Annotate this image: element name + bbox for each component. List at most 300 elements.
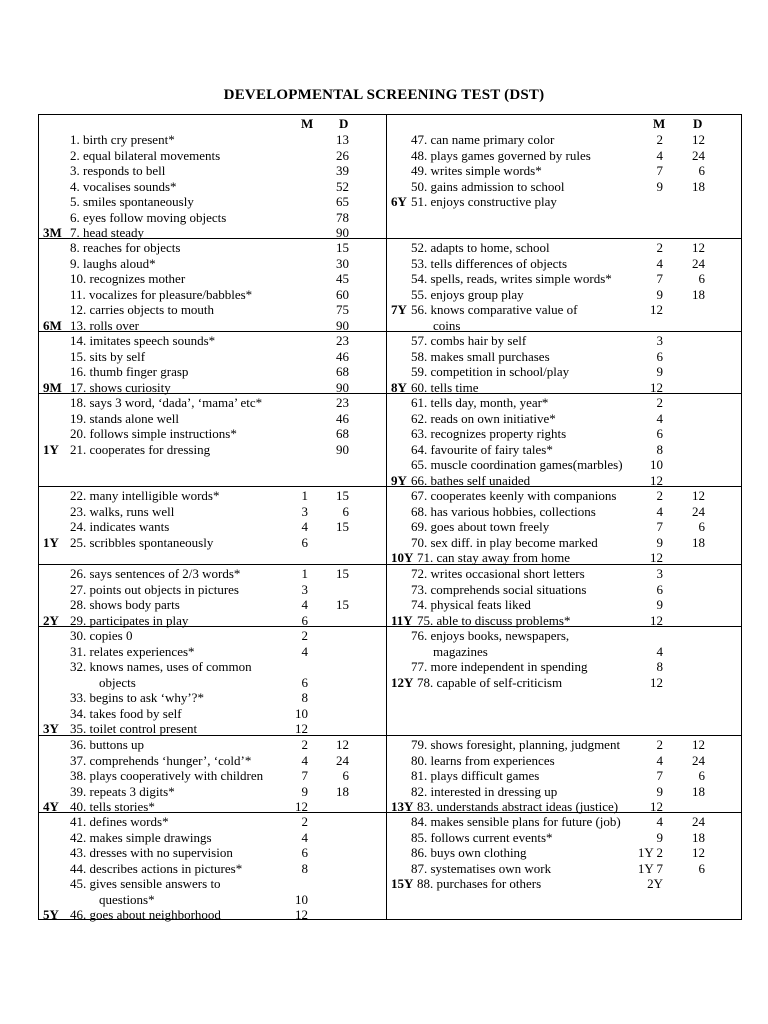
item-row bbox=[39, 876, 386, 892]
item-text: coins bbox=[433, 317, 461, 333]
item-text: 54. spells, reads, writes simple words* bbox=[411, 271, 612, 286]
item-text: 13. rolls over bbox=[70, 317, 139, 333]
item-text: 76. enjoys books, newspapers, bbox=[411, 628, 570, 643]
d-value: 24 bbox=[336, 752, 349, 768]
item-text: 8. reaches for objects bbox=[70, 240, 181, 255]
d-value: 12 bbox=[692, 132, 705, 147]
d-value: 90 bbox=[336, 317, 349, 333]
d-value: 18 bbox=[692, 178, 705, 194]
item-text: 48. plays games governed by rules bbox=[411, 147, 591, 163]
item-text: 67. cooperates keenly with companions bbox=[411, 488, 617, 503]
item-row bbox=[39, 753, 386, 769]
item-row bbox=[39, 302, 386, 318]
item-text: 53. tells differences of objects bbox=[411, 255, 568, 271]
item-text: 19. stands alone well bbox=[70, 410, 180, 426]
d-value: 90 bbox=[336, 379, 349, 395]
item-row bbox=[387, 737, 741, 753]
item-text: 28. shows body parts bbox=[70, 597, 180, 612]
item-text: 21. cooperates for dressing bbox=[70, 441, 211, 457]
item-row bbox=[39, 271, 386, 287]
d-value: 15 bbox=[336, 240, 349, 255]
item-text: 61. tells day, month, year* bbox=[411, 395, 549, 410]
age-block bbox=[39, 131, 386, 239]
item-text: 83. understands abstract ideas (justice) bbox=[417, 799, 619, 814]
d-value: 15 bbox=[336, 566, 349, 581]
item-text: 33. begins to ask ‘why’?* bbox=[70, 690, 204, 705]
item-text: 31. relates experiences* bbox=[70, 643, 195, 659]
m-value: 4 bbox=[301, 597, 308, 612]
item-text: 65. muscle coordination games(marbles) bbox=[411, 457, 623, 472]
d-value: 12 bbox=[336, 737, 349, 752]
d-value: 15 bbox=[336, 597, 349, 612]
item-text: 38. plays cooperatively with children bbox=[70, 768, 264, 783]
item-row bbox=[387, 442, 741, 458]
m-value: 9 bbox=[656, 286, 663, 302]
d-value: 12 bbox=[692, 488, 705, 503]
m-value: 12 bbox=[650, 612, 663, 628]
m-value: 1 bbox=[301, 488, 308, 503]
item-row bbox=[387, 753, 741, 769]
d-value: 18 bbox=[336, 783, 349, 799]
item-row bbox=[387, 148, 741, 164]
item-text: 56. knows comparative value of bbox=[411, 302, 578, 317]
m-value: 4 bbox=[656, 814, 663, 829]
m-value: 9 bbox=[656, 178, 663, 194]
m-value: 4 bbox=[301, 829, 308, 845]
item-row bbox=[387, 395, 741, 411]
item-text: 81. plays difficult games bbox=[411, 768, 540, 783]
m-value: 4 bbox=[656, 503, 663, 519]
item-row bbox=[39, 488, 386, 504]
item-text: 68. has various hobbies, collections bbox=[411, 503, 596, 519]
item-row bbox=[387, 861, 741, 877]
item-text: 63. recognizes property rights bbox=[411, 426, 567, 441]
d-value: 78 bbox=[336, 209, 349, 225]
age-block bbox=[387, 394, 741, 487]
header-m: M bbox=[301, 116, 314, 131]
d-value: 39 bbox=[336, 163, 349, 178]
item-row bbox=[39, 504, 386, 520]
m-value: 10 bbox=[650, 457, 663, 472]
item-text: 72. writes occasional short letters bbox=[411, 566, 585, 581]
m-value: 2 bbox=[656, 240, 663, 255]
item-text: 50. gains admission to school bbox=[411, 178, 565, 194]
m-value: 4 bbox=[656, 255, 663, 271]
item-text: 74. physical feats liked bbox=[411, 597, 531, 612]
item-row bbox=[39, 194, 386, 210]
item-row bbox=[39, 148, 386, 164]
item-text: 62. reads on own initiative* bbox=[411, 410, 556, 426]
item-text: 17. shows curiosity bbox=[70, 379, 171, 395]
d-value: 18 bbox=[692, 829, 705, 845]
item-text: 27. points out objects in pictures bbox=[70, 581, 239, 597]
item-row bbox=[39, 830, 386, 846]
item-row bbox=[387, 380, 741, 396]
age-block bbox=[387, 736, 741, 813]
age-block bbox=[39, 565, 386, 627]
item-text: magazines bbox=[433, 643, 488, 659]
m-value: 2 bbox=[301, 814, 308, 829]
dst-table bbox=[38, 114, 742, 920]
item-text: 41. defines words* bbox=[70, 814, 169, 829]
m-value: 12 bbox=[650, 550, 663, 565]
age-block bbox=[39, 813, 386, 921]
m-value: 6 bbox=[301, 845, 308, 860]
item-row bbox=[39, 845, 386, 861]
item-row bbox=[39, 721, 386, 737]
m-value: 7 bbox=[301, 768, 308, 783]
item-text: 87. systematises own work bbox=[411, 860, 552, 876]
item-text: 49. writes simple words* bbox=[411, 163, 542, 178]
item-row bbox=[39, 380, 386, 396]
item-text: 57. combs hair by self bbox=[411, 333, 527, 348]
item-row bbox=[387, 721, 741, 737]
m-value: 12 bbox=[650, 472, 663, 488]
item-text: 22. many intelligible words* bbox=[70, 488, 220, 503]
m-value: 9 bbox=[656, 783, 663, 799]
age-label: 2Y bbox=[43, 612, 59, 628]
m-value: 12 bbox=[295, 907, 308, 922]
m-value: 6 bbox=[301, 534, 308, 550]
d-value: 13 bbox=[336, 132, 349, 147]
d-value: 18 bbox=[692, 286, 705, 302]
m-value: 9 bbox=[656, 534, 663, 550]
item-text: 7. head steady bbox=[70, 225, 145, 240]
left-column bbox=[39, 115, 387, 922]
m-value: 6 bbox=[656, 581, 663, 597]
item-row bbox=[387, 690, 741, 706]
item-row bbox=[387, 550, 741, 566]
item-row bbox=[39, 861, 386, 877]
age-block bbox=[39, 394, 386, 487]
item-row bbox=[39, 132, 386, 148]
d-value: 12 bbox=[692, 737, 705, 752]
page-title: DEVELOPMENTAL SCREENING TEST (DST) bbox=[223, 87, 545, 103]
item-text: 44. describes actions in pictures* bbox=[70, 860, 243, 876]
item-row bbox=[39, 566, 386, 582]
m-value: 4 bbox=[656, 643, 663, 659]
item-text: 39. repeats 3 digits* bbox=[70, 783, 175, 799]
m-value: 9 bbox=[656, 364, 663, 379]
m-value: 9 bbox=[656, 597, 663, 612]
d-value: 30 bbox=[336, 255, 349, 271]
item-row bbox=[387, 830, 741, 846]
item-text: questions* bbox=[99, 891, 155, 907]
age-label: 1Y bbox=[43, 441, 59, 457]
item-row bbox=[387, 132, 741, 148]
d-value: 24 bbox=[692, 503, 705, 519]
m-value: 6 bbox=[301, 612, 308, 628]
d-value: 6 bbox=[698, 163, 705, 178]
m-value: 10 bbox=[295, 891, 308, 907]
item-row bbox=[39, 644, 386, 660]
item-row bbox=[39, 597, 386, 613]
item-text: 85. follows current events* bbox=[411, 829, 553, 845]
m-value: 4 bbox=[656, 147, 663, 163]
d-value: 26 bbox=[336, 147, 349, 163]
item-row bbox=[39, 535, 386, 551]
item-text: 3. responds to bell bbox=[70, 163, 166, 178]
m-value: 8 bbox=[656, 441, 663, 457]
m-value: 4 bbox=[656, 752, 663, 768]
item-row bbox=[39, 519, 386, 535]
age-block bbox=[387, 487, 741, 565]
item-row bbox=[39, 768, 386, 784]
age-block bbox=[387, 131, 741, 239]
item-text: 32. knows names, uses of common bbox=[70, 659, 252, 674]
d-value: 18 bbox=[692, 534, 705, 550]
m-value: 2 bbox=[656, 395, 663, 410]
item-text: 45. gives sensible answers to bbox=[70, 876, 221, 891]
age-label: 15Y bbox=[391, 876, 414, 891]
header-d: D bbox=[693, 116, 703, 131]
item-row bbox=[387, 907, 741, 923]
item-text: 26. says sentences of 2/3 words* bbox=[70, 566, 241, 581]
item-row bbox=[387, 613, 741, 629]
item-row bbox=[39, 613, 386, 629]
item-text: 52. adapts to home, school bbox=[411, 240, 550, 255]
d-value: 6 bbox=[698, 768, 705, 783]
d-value: 18 bbox=[692, 783, 705, 799]
item-text: 30. copies 0 bbox=[70, 628, 133, 643]
item-text: 47. can name primary color bbox=[411, 132, 555, 147]
m-value: 8 bbox=[656, 659, 663, 674]
item-text: 78. capable of self-criticism bbox=[417, 674, 563, 690]
item-text: 14. imitates speech sounds* bbox=[70, 333, 216, 348]
item-text: 88. purchases for others bbox=[417, 876, 542, 891]
item-row bbox=[387, 675, 741, 691]
d-value: 15 bbox=[336, 488, 349, 503]
d-value: 90 bbox=[336, 441, 349, 457]
item-text: 20. follows simple instructions* bbox=[70, 426, 237, 441]
age-label: 13Y bbox=[391, 799, 414, 814]
age-block bbox=[387, 239, 741, 332]
item-row bbox=[387, 256, 741, 272]
item-row bbox=[39, 659, 386, 675]
d-value: 23 bbox=[336, 333, 349, 348]
age-block bbox=[39, 627, 386, 736]
m-value: 4 bbox=[301, 752, 308, 768]
item-row bbox=[387, 426, 741, 442]
item-row bbox=[387, 659, 741, 675]
item-row bbox=[39, 163, 386, 179]
item-row bbox=[39, 364, 386, 380]
item-text: 4. vocalises sounds* bbox=[70, 178, 177, 194]
item-row bbox=[39, 814, 386, 830]
item-row bbox=[387, 488, 741, 504]
header-m: M bbox=[653, 116, 666, 131]
item-text: 36. buttons up bbox=[70, 737, 145, 752]
age-block bbox=[39, 239, 386, 332]
item-row bbox=[39, 240, 386, 256]
item-row bbox=[39, 333, 386, 349]
m-value: 4 bbox=[656, 410, 663, 426]
item-text: 64. favourite of fairy tales* bbox=[411, 441, 553, 457]
d-value: 90 bbox=[336, 225, 349, 240]
item-row bbox=[39, 706, 386, 722]
age-block bbox=[39, 487, 386, 565]
age-label: 3Y bbox=[43, 721, 59, 736]
age-block bbox=[387, 332, 741, 394]
m-value: 2 bbox=[301, 628, 308, 643]
item-row bbox=[387, 644, 741, 660]
d-value: 45 bbox=[336, 271, 349, 286]
item-text: 86. buys own clothing bbox=[411, 845, 527, 860]
item-row bbox=[39, 256, 386, 272]
item-row bbox=[39, 318, 386, 334]
item-row bbox=[387, 364, 741, 380]
item-row bbox=[39, 179, 386, 195]
m-value: 8 bbox=[301, 860, 308, 876]
age-label: 6M bbox=[43, 317, 62, 333]
d-value: 6 bbox=[698, 271, 705, 286]
item-row bbox=[387, 194, 741, 210]
item-row bbox=[387, 333, 741, 349]
m-value: 1Y 2 bbox=[637, 845, 663, 860]
item-text: 77. more independent in spending bbox=[411, 659, 588, 674]
item-row bbox=[39, 426, 386, 442]
item-text: 51. enjoys constructive play bbox=[411, 194, 557, 209]
item-text: 2. equal bilateral movements bbox=[70, 147, 221, 163]
item-row bbox=[387, 302, 741, 318]
item-row bbox=[39, 582, 386, 598]
item-row bbox=[387, 411, 741, 427]
item-text: 55. enjoys group play bbox=[411, 286, 524, 302]
item-text: 42. makes simple drawings bbox=[70, 829, 212, 845]
item-row bbox=[39, 395, 386, 411]
d-value: 46 bbox=[336, 348, 349, 364]
m-value: 9 bbox=[656, 829, 663, 845]
item-text: 6. eyes follow moving objects bbox=[70, 209, 227, 225]
item-text: 84. makes sensible plans for future (job) bbox=[411, 814, 621, 829]
item-row bbox=[387, 784, 741, 800]
d-value: 12 bbox=[692, 845, 705, 860]
m-value: 12 bbox=[650, 799, 663, 814]
item-row bbox=[387, 287, 741, 303]
item-text: 24. indicates wants bbox=[70, 519, 170, 534]
item-text: 80. learns from experiences bbox=[411, 752, 555, 768]
item-text: 59. competition in school/play bbox=[411, 364, 570, 379]
m-value: 7 bbox=[656, 768, 663, 783]
age-label: 11Y bbox=[391, 612, 413, 628]
m-value: 6 bbox=[656, 426, 663, 441]
item-row bbox=[39, 737, 386, 753]
m-value: 7 bbox=[656, 519, 663, 534]
item-text: 5. smiles spontaneously bbox=[70, 194, 194, 209]
m-value: 4 bbox=[301, 519, 308, 534]
m-value: 12 bbox=[295, 721, 308, 736]
age-label: 9Y bbox=[391, 472, 407, 488]
item-text: 12. carries objects to mouth bbox=[70, 302, 215, 317]
item-text: 69. goes about town freely bbox=[411, 519, 550, 534]
item-row bbox=[387, 768, 741, 784]
m-value: 3 bbox=[301, 503, 308, 519]
d-value: 23 bbox=[336, 395, 349, 410]
d-value: 6 bbox=[698, 860, 705, 876]
m-value: 6 bbox=[656, 348, 663, 364]
item-row bbox=[387, 845, 741, 861]
d-value: 46 bbox=[336, 410, 349, 426]
item-row bbox=[387, 814, 741, 830]
item-row bbox=[39, 690, 386, 706]
m-value: 3 bbox=[301, 581, 308, 597]
m-value: 10 bbox=[295, 705, 308, 721]
age-label: 5Y bbox=[43, 907, 59, 922]
item-text: objects bbox=[99, 674, 136, 690]
item-text: 11. vocalizes for pleasure/babbles* bbox=[70, 286, 253, 302]
item-text: 73. comprehends social situations bbox=[411, 581, 587, 597]
item-text: 82. interested in dressing up bbox=[411, 783, 558, 799]
d-value: 24 bbox=[692, 814, 705, 829]
age-label: 1Y bbox=[43, 534, 59, 550]
item-row bbox=[387, 582, 741, 598]
m-value: 2Y bbox=[647, 876, 663, 891]
item-row bbox=[387, 349, 741, 365]
item-text: 25. scribbles spontaneously bbox=[70, 534, 214, 550]
item-row bbox=[387, 628, 741, 644]
age-label: 9M bbox=[43, 379, 62, 395]
age-label: 3M bbox=[43, 225, 62, 240]
age-label: 7Y bbox=[391, 302, 407, 317]
item-text: 23. walks, runs well bbox=[70, 503, 175, 519]
item-text: 37. comprehends ‘hunger’, ‘cold’* bbox=[70, 752, 252, 768]
d-value: 6 bbox=[342, 503, 349, 519]
item-text: 15. sits by self bbox=[70, 348, 146, 364]
age-label: 12Y bbox=[391, 674, 414, 690]
item-text: 10. recognizes mother bbox=[70, 271, 186, 286]
item-text: 40. tells stories* bbox=[70, 799, 155, 814]
item-text: 60. tells time bbox=[411, 379, 479, 395]
d-value: 75 bbox=[336, 302, 349, 317]
item-row bbox=[387, 892, 741, 908]
item-row bbox=[387, 271, 741, 287]
age-block bbox=[387, 565, 741, 627]
item-row bbox=[39, 411, 386, 427]
item-row bbox=[387, 566, 741, 582]
d-value: 12 bbox=[692, 240, 705, 255]
item-text: 75. able to discuss problems* bbox=[417, 612, 571, 628]
d-value: 24 bbox=[692, 147, 705, 163]
item-row bbox=[387, 179, 741, 195]
item-text: 34. takes food by self bbox=[70, 705, 182, 721]
m-value: 2 bbox=[301, 737, 308, 752]
item-text: 35. toilet control present bbox=[70, 721, 198, 736]
item-row bbox=[387, 876, 741, 892]
item-row bbox=[387, 519, 741, 535]
m-value: 12 bbox=[650, 379, 663, 395]
m-value: 1Y 7 bbox=[637, 860, 663, 876]
d-value: 6 bbox=[698, 519, 705, 534]
age-label: 4Y bbox=[43, 799, 59, 814]
item-row bbox=[387, 706, 741, 722]
m-value: 3 bbox=[656, 566, 663, 581]
m-value: 3 bbox=[656, 333, 663, 348]
d-value: 52 bbox=[336, 178, 349, 194]
age-block bbox=[387, 813, 741, 921]
item-text: 70. sex diff. in play become marked bbox=[411, 534, 598, 550]
item-text: 16. thumb finger grasp bbox=[70, 364, 189, 379]
item-text: 79. shows foresight, planning, judgment bbox=[411, 737, 621, 752]
item-row bbox=[39, 442, 386, 458]
m-value: 12 bbox=[295, 799, 308, 814]
m-value: 6 bbox=[301, 674, 308, 690]
d-value: 60 bbox=[336, 286, 349, 302]
item-text: 71. can stay away from home bbox=[417, 550, 571, 565]
d-value: 68 bbox=[336, 364, 349, 379]
age-block bbox=[39, 736, 386, 813]
item-row bbox=[387, 597, 741, 613]
item-row bbox=[39, 349, 386, 365]
